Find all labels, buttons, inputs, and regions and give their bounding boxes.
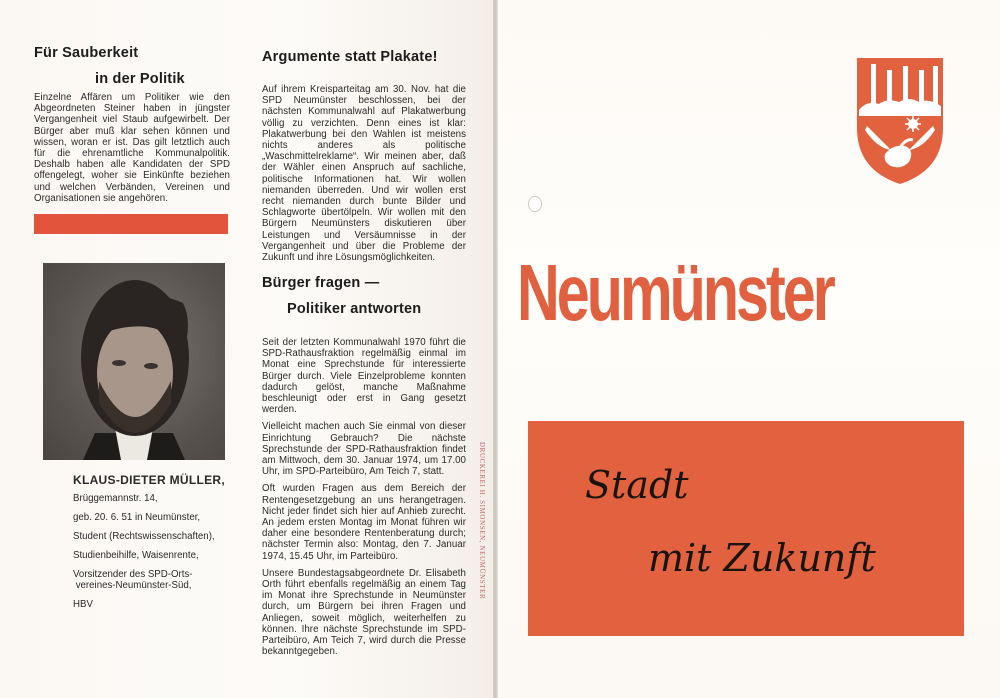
paragraph-sprechstunde: Vielleicht machen auch Sie einmal von dieser Einrichtung Gebrauch? Die nächste Sprechstunde der SPD-Rathausfraktion findet am Mittwoch, dem 30. Januar 1974, um 17.00 Uhr, im SPD-Parteibüro, Am Teich 7, statt. <box>262 421 466 478</box>
paragraph-bundestagsabgeordnete: Unsere Bundestagsabgeordnete Dr. Elisabeth Orth führt ebenfalls regelmäßig an einem Tag im Monat ihre Sprechstunde in Neumünster durch, um Bürgern bei ihren Fragen und Anliegen, soweit möglich, weiterhelfen zu können. Ihre nächste Sprechstunde im SPD-Parteibüro, Am Teich 7, wird durch die Presse bekanntgegeben. <box>262 567 466 658</box>
sauberkeit-paragraph: Einzelne Affären um Politiker wie den Abgeordneten Steiner haben in jüngster Vergangenheit viel Staub aufgewirbelt. Der Bürger aber muß klar sehen können und wissen, woran er ist. Das gilt letztlich auch für die ehrenamtliche Kommunalpolitik. Deshalb haben alle Kandidaten der SPD offengelegt, woher sie Einkünfte beziehen und welchen Verbänden, Vereinen und Organisationen sie angehören. <box>34 92 230 204</box>
heading-politiker-antworten: Politiker antworten <box>287 301 422 317</box>
candidate-income: Studienbeihilfe, Waisenrente, <box>73 550 199 561</box>
candidate-position: Vorsitzender des SPD-Orts- vereines-Neumünster-Süd, <box>73 569 193 591</box>
city-title: Neumünster <box>517 248 833 337</box>
slogan-box <box>528 421 964 636</box>
paragraph-rentenberatung: Oft wurden Fragen aus dem Bereich der Rentengesetzgebung an uns herangetragen. Nicht jeder findet sich hier auf Anhieb zurecht. An jedem ersten Montag im Monat führen wir daher eine besondere Rentenberatung durch; nächster Termin also: Montag, den 7. Januar 1974, 15.45 Uhr, im Parteibüro. <box>262 483 466 562</box>
page-fold <box>493 0 498 698</box>
candidate-union: HBV <box>73 599 93 610</box>
coat-of-arms-icon <box>857 58 943 184</box>
candidate-bio <box>73 473 225 618</box>
printer-imprint: DRUCKEREI H. SIMONSEN, NEUMÜNSTER <box>478 442 486 600</box>
candidate-birth: geb. 20. 6. 51 in Neumünster, <box>73 512 201 523</box>
slogan-line-stadt: Stadt <box>585 463 689 507</box>
heading-argumente: Argumente statt Plakate! <box>262 49 438 65</box>
heading-sauberkeit-line1: Für Sauberkeit <box>34 45 139 61</box>
red-divider-bar <box>34 214 228 234</box>
punch-hole-top <box>528 196 542 212</box>
paragraph-kommunalwahl: Seit der letzten Kommunalwahl 1970 führt die SPD-Rathausfraktion regelmäßig einmal im Monat eine Sprechstunde für interessierte Bürger durch. Viele Einzelprobleme konnten dadurch gelöst, manche Maßnahme beschleunigt oder erst in Gang gesetzt werden. <box>262 337 466 416</box>
candidate-name: KLAUS-DIETER MÜLLER, <box>73 473 225 487</box>
argumente-paragraph: Auf ihrem Kreisparteitag am 30. Nov. hat die SPD Neumünster beschlossen, bei der nächsten Kommunalwahl auf Plakatwerbung völlig zu verzichten. Denn eines ist klar: Plakatwerbung bei den Wahlen ist meistens nichts anderes als politische „Waschmittelreklame“. Wir meinen aber, daß der Wähler einen Anspruch auf sachliche, politische Informationen hat. Wir wollen niemanden überreden. Und wir wollen erst recht niemanden durch bunte Bilder und Schlagworte übertölpeln. Wir wollen mit den Bürgern Neumünsters diskutieren über Leistungen und Versäumnisse in der Vergangenheit und über die Probleme der Zukunft und ihre Lösungsmöglichkeiten. <box>262 84 466 264</box>
slogan-line-mit-zukunft: mit Zukunft <box>648 536 876 580</box>
candidate-occupation: Student (Rechtswissenschaften), <box>73 531 215 542</box>
portrait-photo-icon <box>43 263 225 460</box>
sprechstunde-section <box>262 337 466 663</box>
heading-buerger-fragen: Bürger fragen — <box>262 275 380 291</box>
portrait-illustration <box>43 263 225 460</box>
heading-sauberkeit-line2: in der Politik <box>95 71 185 87</box>
candidate-address: Brüggemannstr. 14, <box>73 493 158 504</box>
